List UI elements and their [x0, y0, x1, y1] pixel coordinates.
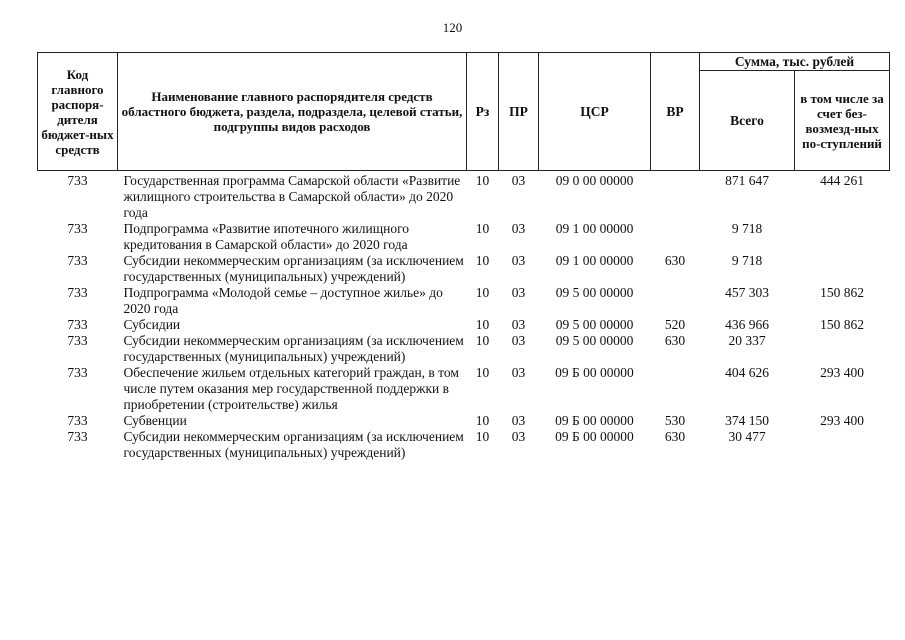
cell-total: 374 150: [725, 413, 769, 428]
cell-total: 436 966: [725, 317, 769, 332]
cell-free: [795, 221, 890, 253]
cell-free: 150 862: [820, 285, 864, 300]
table-row: [38, 333, 890, 365]
cell-pr: 03: [511, 173, 526, 188]
header-total: Всего: [700, 71, 795, 171]
cell-total: 30 477: [728, 429, 766, 444]
table-row: [38, 171, 890, 222]
table-row: [38, 221, 890, 253]
cell-free: [795, 253, 890, 285]
cell-name: Государственная программа Самарской области «Развитие жилищного строительства в Самарской области» до 2020 года: [123, 173, 461, 220]
header-rz: Рз: [467, 53, 499, 171]
table-row: [38, 317, 890, 333]
cell-pr: 03: [511, 253, 526, 268]
cell-csr: 09 Б 00 00000: [555, 413, 634, 428]
table-row: [38, 365, 890, 413]
cell-rz: 10: [475, 173, 490, 188]
cell-total: 9 718: [731, 253, 763, 268]
cell-code: 733: [67, 365, 88, 380]
cell-pr: 03: [511, 413, 526, 428]
cell-csr: 09 1 00 00000: [555, 253, 634, 268]
table-row: [38, 253, 890, 285]
cell-name: Субсидии некоммерческим организациям (за исключением государственных (муниципальных) учреждений): [123, 253, 464, 284]
cell-pr: 03: [511, 285, 526, 300]
cell-rz: 10: [475, 413, 490, 428]
cell-csr: 09 5 00 00000: [555, 333, 634, 348]
cell-vr: [651, 285, 700, 317]
budget-table: [37, 52, 890, 461]
cell-code: 733: [67, 333, 88, 348]
cell-pr: 03: [511, 317, 526, 332]
cell-name: Субсидии некоммерческим организациям (за исключением государственных (муниципальных) учреждений): [123, 333, 464, 364]
cell-csr: 09 5 00 00000: [555, 317, 634, 332]
table-row: [38, 413, 890, 429]
header-sum: Сумма, тыс. рублей: [700, 53, 890, 71]
table-row: [38, 429, 890, 461]
cell-name: Субсидии некоммерческим организациям (за исключением государственных (муниципальных) учреждений): [123, 429, 464, 460]
cell-csr: 09 Б 00 00000: [555, 429, 634, 444]
header-pr: ПР: [499, 53, 539, 171]
header-code: Код главного распоря-дителя бюджет-ных средств: [38, 53, 118, 171]
cell-rz: 10: [475, 221, 490, 236]
cell-code: 733: [67, 285, 88, 300]
cell-code: 733: [67, 413, 88, 428]
table-row: [38, 285, 890, 317]
cell-rz: 10: [475, 285, 490, 300]
cell-total: 20 337: [728, 333, 766, 348]
cell-code: 733: [67, 221, 88, 236]
cell-vr: 630: [664, 333, 686, 348]
header-csr: ЦСР: [539, 53, 651, 171]
cell-total: 457 303: [725, 285, 769, 300]
cell-rz: 10: [475, 365, 490, 380]
cell-total: 9 718: [731, 221, 763, 236]
cell-total: 871 647: [725, 173, 769, 188]
cell-code: 733: [67, 173, 88, 188]
cell-free: [795, 429, 890, 461]
table-body: [38, 171, 890, 462]
cell-vr: 630: [664, 429, 686, 444]
cell-name: Субсидии: [123, 317, 181, 332]
cell-name: Субвенции: [123, 413, 187, 428]
cell-free: 293 400: [820, 365, 864, 380]
cell-vr: 630: [664, 253, 686, 268]
cell-rz: 10: [475, 333, 490, 348]
cell-pr: 03: [511, 429, 526, 444]
cell-free: [795, 333, 890, 365]
cell-vr: 530: [664, 413, 686, 428]
cell-pr: 03: [511, 221, 526, 236]
cell-name: Обеспечение жильем отдельных категорий граждан, в том числе путем оказания мер государственной поддержки в приобретении (строительстве) жилья: [123, 365, 459, 412]
cell-free: 150 862: [820, 317, 864, 332]
cell-csr: 09 5 00 00000: [555, 285, 634, 300]
cell-code: 733: [67, 317, 88, 332]
header-free: в том числе за счет без-возмезд-ных по-ступлений: [795, 71, 890, 171]
cell-rz: 10: [475, 317, 490, 332]
cell-rz: 10: [475, 429, 490, 444]
page-number: 120: [442, 20, 463, 35]
header-name: Наименование главного распорядителя средств областного бюджета, раздела, подраздела, целевой статьи, подгруппы видов расходов: [118, 53, 467, 171]
cell-rz: 10: [475, 253, 490, 268]
cell-free: 444 261: [820, 173, 864, 188]
cell-free: 293 400: [820, 413, 864, 428]
cell-code: 733: [67, 253, 88, 268]
cell-vr: [651, 365, 700, 413]
cell-vr: 520: [664, 317, 686, 332]
cell-code: 733: [67, 429, 88, 444]
cell-name: Подпрограмма «Развитие ипотечного жилищного кредитования в Самарской области» до 2020 года: [123, 221, 410, 252]
cell-pr: 03: [511, 333, 526, 348]
cell-csr: 09 0 00 00000: [555, 173, 634, 188]
cell-csr: 09 1 00 00000: [555, 221, 634, 236]
cell-vr: [651, 171, 700, 222]
cell-csr: 09 Б 00 00000: [555, 365, 634, 380]
cell-pr: 03: [511, 365, 526, 380]
cell-vr: [651, 221, 700, 253]
cell-name: Подпрограмма «Молодой семье – доступное жилье» до 2020 года: [123, 285, 443, 316]
cell-total: 404 626: [725, 365, 769, 380]
header-vr: ВР: [651, 53, 700, 171]
